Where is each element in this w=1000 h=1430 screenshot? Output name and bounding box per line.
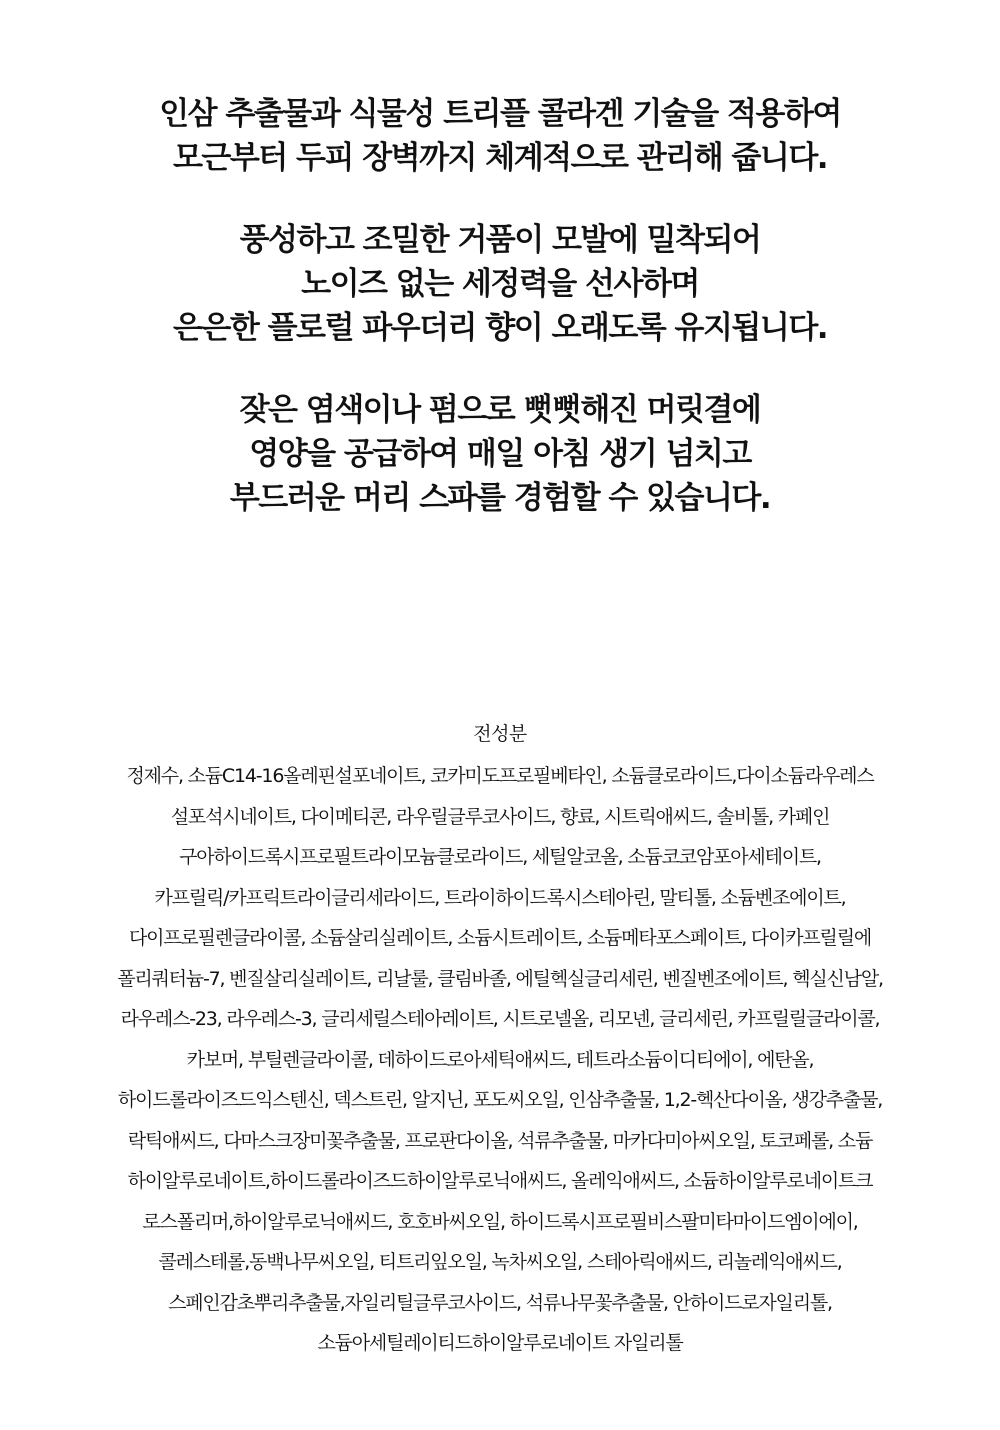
- description-line: 풍성하고 조밀한 거품이 모발에 밀착되어: [239, 222, 761, 258]
- ingredients-line: 구아하이드록시프로필트라이모늄클로라이드, 세틸알코올, 소듐코코암포아세테이트,: [179, 846, 821, 868]
- ingredients-line: 하이드롤라이즈드익스텐신, 덱스트린, 알지닌, 포도씨오일, 인삼추출물, 1,2-헥산다이올, 생강추출물,: [117, 1089, 883, 1111]
- description-line: 인삼 추출물과 식물성 트리플 콜라겐 기술을 적용하여: [159, 96, 841, 132]
- ingredients-line: 스페인감초뿌리추출물,자일리틸글루코사이드, 석류나무꽃추출물, 안하이드로자일리톨,: [168, 1291, 832, 1314]
- description-line: 잦은 염색이나 펌으로 뻣뻣해진 머릿결에: [239, 392, 761, 428]
- ingredients-line: 카보머, 부틸렌글라이콜, 데하이드로아세틱애씨드, 테트라소듐이디티에이, 에탄올,: [186, 1048, 814, 1071]
- description-line: 모근부터 두피 장벽까지 체계적으로 관리해 줍니다.: [172, 140, 828, 176]
- ingredients-line: 폴리쿼터늄-7, 벤질살리실레이트, 리날룰, 클림바졸, 에틸헥실글리세린, 벤질벤조에이트, 헥실신남알,: [117, 967, 883, 990]
- ingredients-title: 전성분: [473, 723, 527, 745]
- ingredients-line: 설포석시네이트, 다이메티콘, 라우릴글루코사이드, 향료, 시트릭애씨드, 솔비톨, 카페인: [170, 805, 830, 828]
- ingredients-line: 카프릴릭/카프릭트라이글리세라이드, 트라이하이드록시스테아린, 말티톨, 소듐벤조에이트,: [154, 886, 846, 909]
- description-line: 부드러운 머리 스파를 경험할 수 있습니다.: [229, 480, 771, 516]
- description-line: 영양을 공급하여 매일 아침 생기 넘치고: [249, 436, 751, 472]
- description-paragraph-1: [0, 92, 1000, 180]
- ingredients-line: 콜레스테롤,동백나무씨오일, 티트리잎오일, 녹차씨오일, 스테아릭애씨드, 리놀레익애씨드,: [158, 1251, 842, 1273]
- description-paragraph-3: [0, 388, 1000, 520]
- description-line: 노이즈 없는 세정력을 선사하며: [301, 266, 699, 302]
- ingredients-line: 라우레스-23, 라우레스-3, 글리세릴스테아레이트, 시트로넬올, 리모넨, 글리세린, 카프릴릴글라이콜,: [120, 1008, 880, 1030]
- ingredients-line: 락틱애씨드, 다마스크장미꽃추출물, 프로판다이올, 석류추출물, 마카다미아씨오일, 토코페롤, 소듐: [127, 1129, 873, 1152]
- description-paragraph-2: [0, 218, 1000, 350]
- ingredients-line: 로스폴리머,하이알루로닉애씨드, 호호바씨오일, 하이드록시프로필비스팔미타마이드엠이에이,: [142, 1210, 858, 1233]
- ingredients-line: 정제수, 소듐C14-16올레핀설포네이트, 코카미도프로필베타인, 소듐클로라이드,다이소듐라우레스: [126, 765, 874, 787]
- ingredients-line: 하이알루로네이트,하이드롤라이즈드하이알루로닉애씨드, 올레익애씨드, 소듐하이알루로네이트크: [127, 1170, 873, 1192]
- description-line: 은은한 플로럴 파우더리 향이 오래도록 유지됩니다.: [172, 310, 828, 346]
- ingredients-line: 다이프로필렌글라이콜, 소듐살리실레이트, 소듐시트레이트, 소듐메타포스페이트, 다이카프릴릴에: [128, 927, 872, 949]
- product-description: [0, 92, 1000, 558]
- ingredients-section: [0, 716, 1000, 1364]
- ingredients-line: 소듐아세틸레이티드하이알루로네이트 자일리톨: [317, 1332, 683, 1354]
